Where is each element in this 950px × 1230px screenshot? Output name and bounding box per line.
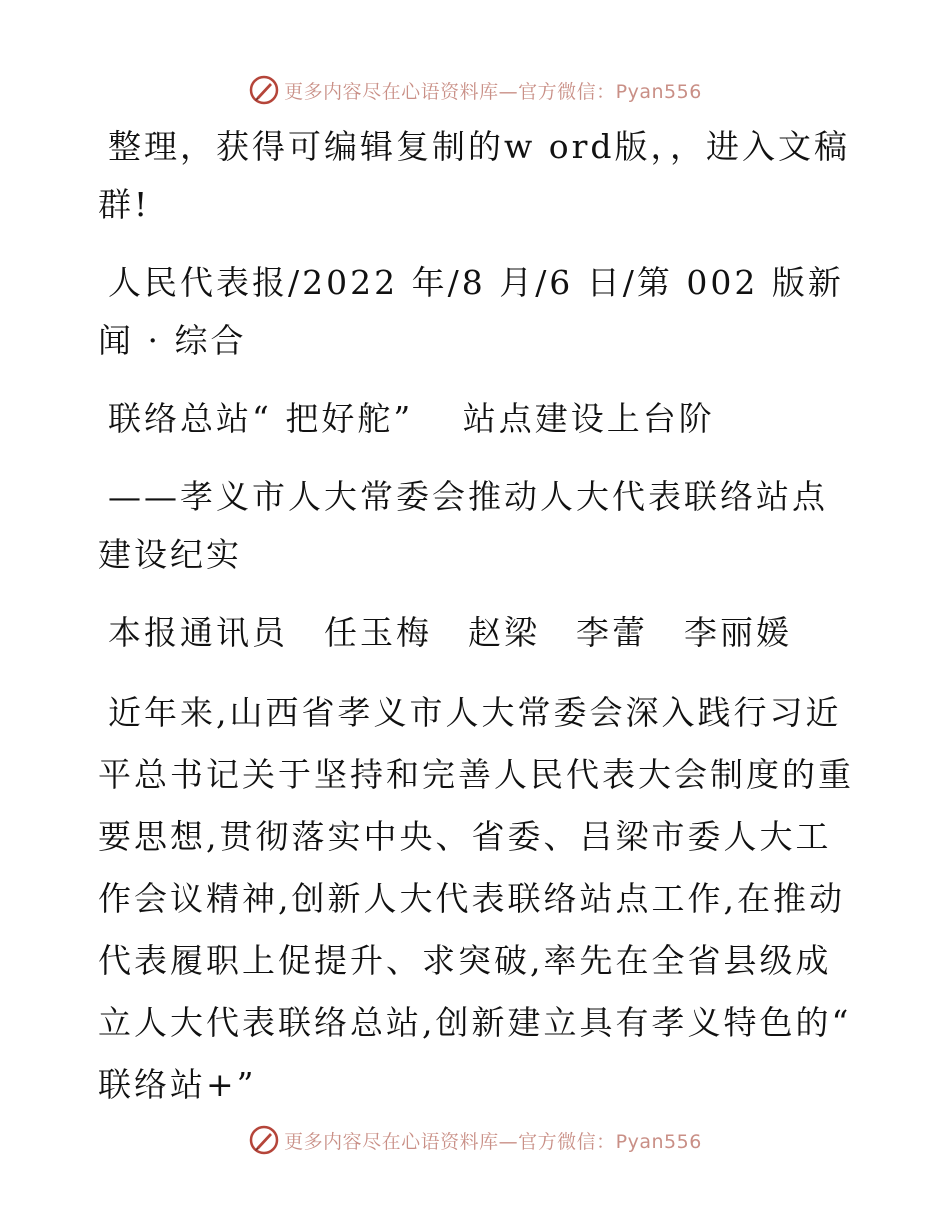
intro-text: 整理，获得可编辑复制的w ord版，，进入文稿群! [98,127,851,224]
article-body: 近年来,山西省孝义市人大常委会深入践行习近平总书记关于坚持和完善人民代表大会制度的重要思想,贯彻落实中央、省委、吕梁市委人大工作会议精神,创新人大代表联络站点工作,在推动代表履职上促提升、求突破,率先在全省县级成立人大代表联络总站,创新建立具有孝义特色的“ 联络站+” [98,693,865,1104]
footer-banner-text: 更多内容尽在心语资料库—官方微信：Pyan556 [284,1130,702,1153]
article-byline: 本报通讯员 任玉梅 赵梁 李蕾 李丽媛 [108,613,792,652]
article-headline: 联络总站“ 把好舵” 站点建设上台阶 [108,399,715,438]
document-body [98,118,865,1136]
source-line: 人民代表报/2022 年/8 月/6 日/第 002 版新闻 · 综合 [98,263,844,360]
footer-banner [0,1120,950,1160]
header-banner-text: 更多内容尽在心语资料库—官方微信：Pyan556 [284,80,702,103]
quill-circle-logo-icon [248,74,280,106]
header-banner [0,70,950,110]
article-subheadline: ——孝义市人大常委会推动人大代表联络站点建设纪实 [98,477,828,574]
quill-circle-logo-icon [248,1124,280,1156]
